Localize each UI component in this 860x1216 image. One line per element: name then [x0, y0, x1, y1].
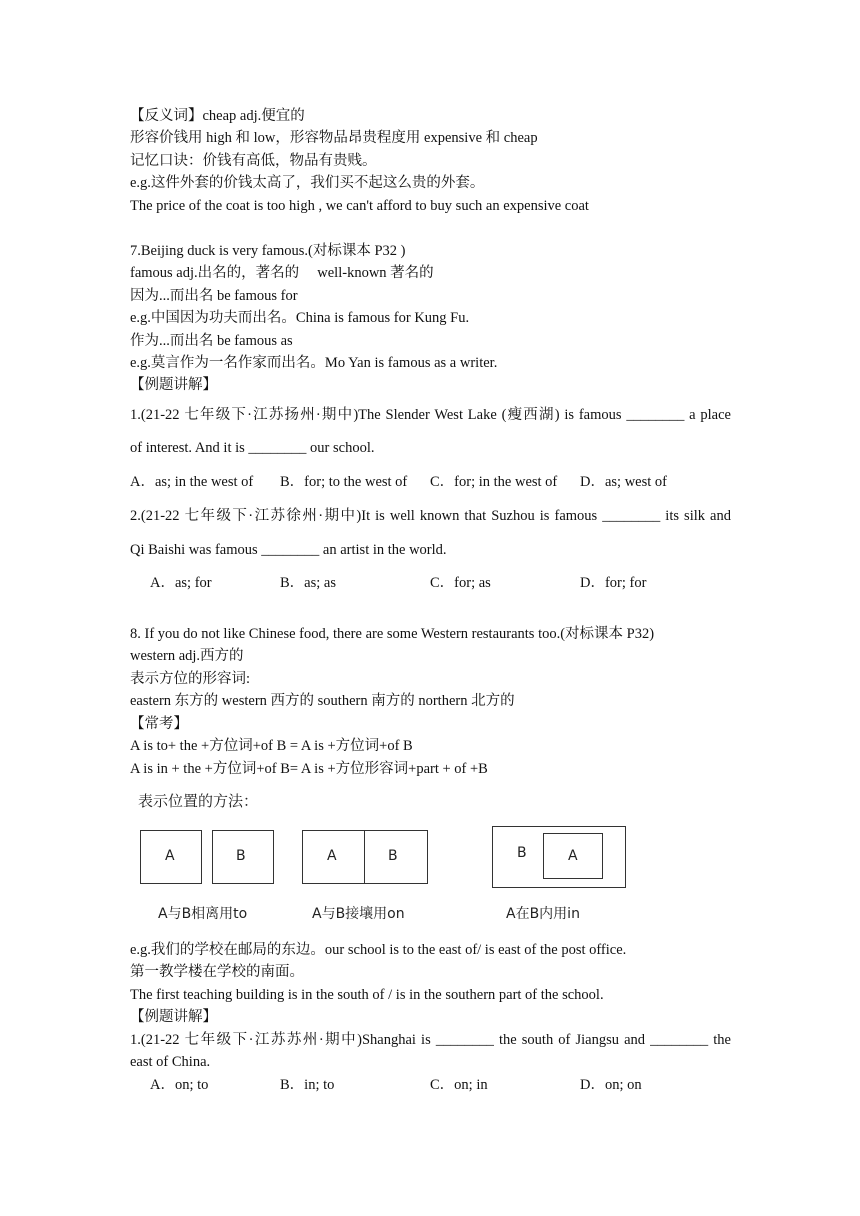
- example-en-line: The price of the coat is too high , we can't afford to buy such an expensive coat: [130, 198, 589, 214]
- label-b: B: [236, 848, 246, 864]
- q1-option-b: B．for; to the west of: [280, 474, 408, 490]
- question-3-line-2: east of China.: [130, 1054, 211, 1070]
- question-1-line-2: of interest. And it is ________ our school.: [130, 440, 375, 456]
- famous-for-example: e.g.中国因为功夫而出名。China is famous for Kung Fu.: [130, 310, 470, 326]
- box-a-inner: [543, 833, 603, 879]
- q2-option-a: A．as; for: [150, 575, 212, 591]
- box-b-adjacent: [364, 830, 428, 884]
- q3-option-b: B．in; to: [280, 1077, 335, 1093]
- famous-as-line: 作为...而出名 be famous as: [130, 333, 293, 349]
- box-a-separate: [140, 830, 202, 884]
- common-test-heading: 【常考】: [130, 716, 188, 732]
- question-2-line-2: Qi Baishi was famous ________ an artist in the world.: [130, 542, 447, 558]
- antonym-line: 【反义词】cheap adj.便宜的: [130, 108, 305, 124]
- question-2-line-1: 2.(21-22 七年级下·江苏徐州·期中)It is well known that Suzhou is famous ________ its silk and: [130, 508, 731, 524]
- caption-on: A与B接壤用on: [312, 906, 405, 922]
- mnemonic-line: 记忆口诀：价钱有高低，物品有贵贱。: [130, 153, 377, 169]
- example-south-en-line: The first teaching building is in the south of / is in the southern part of the school.: [130, 987, 604, 1003]
- box-b-separate: [212, 830, 274, 884]
- rule-in-line: A is in + the +方位词+of B= A is +方位形容词+part + of +B: [130, 761, 488, 777]
- label-b: B: [388, 848, 398, 864]
- western-definition: western adj.西方的: [130, 648, 244, 664]
- q2-option-c: C．for; as: [430, 575, 491, 591]
- example-heading-2: 【例题讲解】: [130, 1009, 217, 1025]
- diagram-title: 表示位置的方法：: [138, 792, 259, 810]
- label-a: A: [165, 848, 175, 864]
- q1-option-d: D．as; west of: [580, 474, 667, 490]
- caption-to: A与B相离用to: [158, 906, 248, 922]
- example-east-line: e.g.我们的学校在邮局的东边。our school is to the east of/ is east of the post office.: [130, 942, 627, 958]
- label-a: A: [568, 848, 578, 864]
- rule-to-line: A is to+ the +方位词+of B = A is +方位词+of B: [130, 738, 413, 754]
- example-south-cn-line: 第一教学楼在学校的南面。: [130, 964, 304, 980]
- question-3-line-1: 1.(21-22 七年级下·江苏苏州·期中)Shanghai is ________ the south of Jiangsu and ________ the: [130, 1032, 731, 1048]
- direction-adjectives-heading: 表示方位的形容词:: [130, 671, 251, 687]
- famous-definition: famous adj.出名的，著名的 well-known 著名的: [130, 265, 434, 281]
- q1-option-c: C．for; in the west of: [430, 474, 558, 490]
- label-b: B: [517, 845, 527, 861]
- caption-in: A在B内用in: [506, 906, 580, 922]
- label-a: A: [327, 848, 337, 864]
- usage-line: 形容价钱用 high 和 low，形容物品昂贵程度用 expensive 和 cheap: [130, 130, 538, 146]
- section-8-heading: 8. If you do not like Chinese food, there are some Western restaurants too.(对标课本 P32): [130, 626, 655, 642]
- direction-adjectives-list: eastern 东方的 western 西方的 southern 南方的 northern 北方的: [130, 693, 515, 709]
- famous-for-line: 因为...而出名 be famous for: [130, 288, 298, 304]
- q3-option-a: A．on; to: [150, 1077, 209, 1093]
- q2-option-b: B．as; as: [280, 575, 336, 591]
- famous-as-example: e.g.莫言作为一名作家而出名。Mo Yan is famous as a writer.: [130, 355, 498, 371]
- position-diagram: [130, 790, 650, 925]
- box-b-outer: [492, 826, 626, 888]
- q2-option-d: D．for; for: [580, 575, 647, 591]
- q3-option-d: D．on; on: [580, 1077, 642, 1093]
- q3-option-c: C．on; in: [430, 1077, 488, 1093]
- q1-option-a: A．as; in the west of: [130, 474, 254, 490]
- box-a-adjacent: [302, 830, 366, 884]
- question-1-line-1: 1.(21-22 七年级下·江苏扬州·期中)The Slender West Lake (瘦西湖) is famous ________ a place: [130, 407, 731, 423]
- example-cn-line: e.g.这件外套的价钱太高了，我们买不起这么贵的外套。: [130, 175, 485, 191]
- section-7-heading: 7.Beijing duck is very famous.(对标课本 P32 ): [130, 243, 406, 259]
- example-heading: 【例题讲解】: [130, 377, 217, 393]
